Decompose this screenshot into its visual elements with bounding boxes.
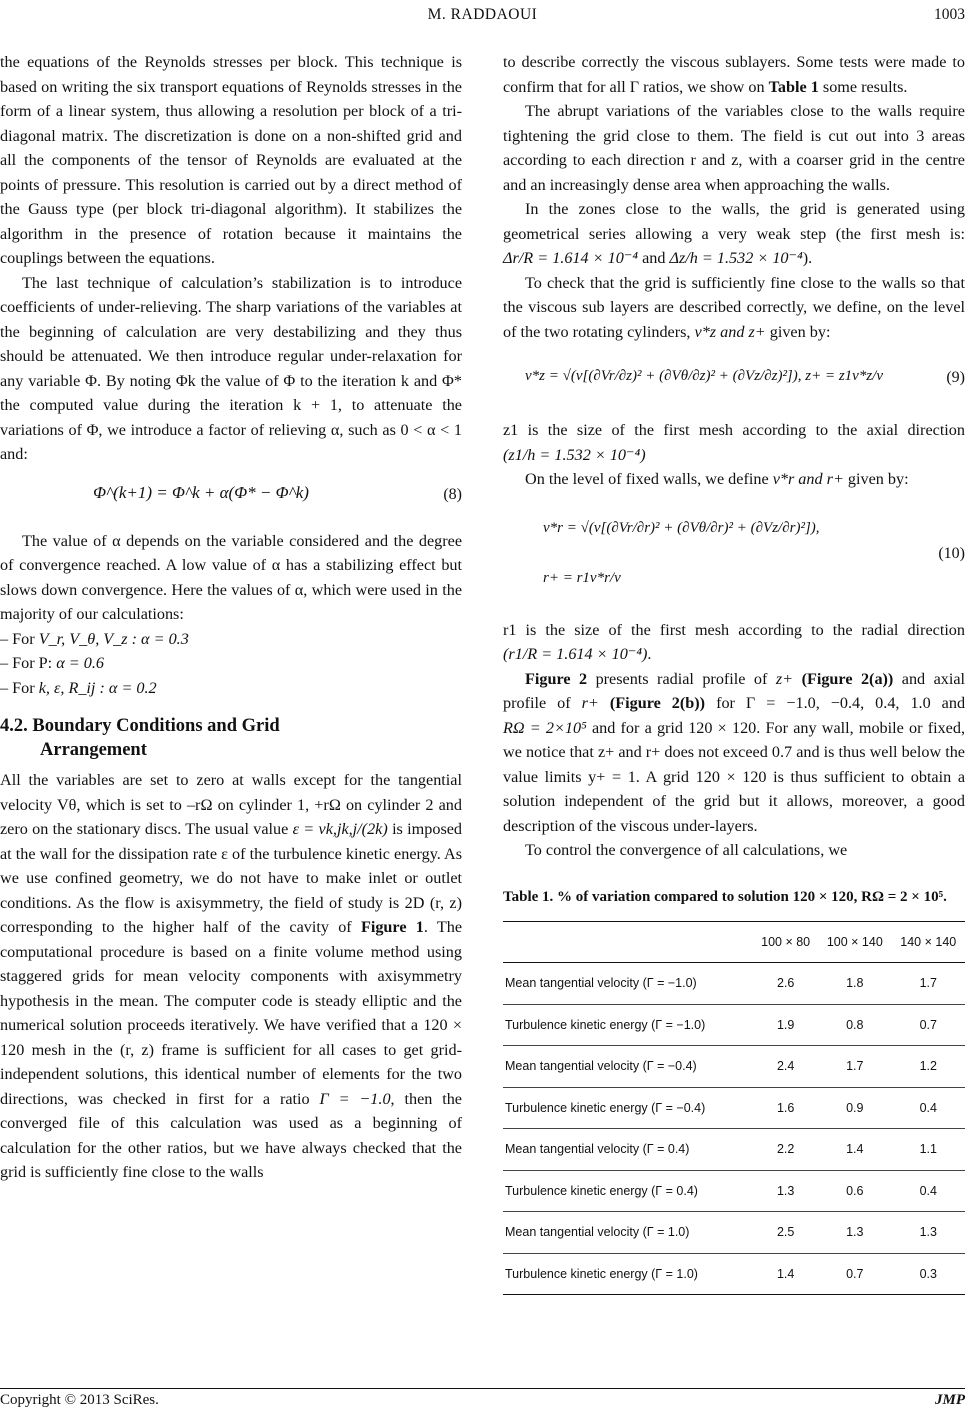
paragraph: [503, 271, 965, 345]
table-cell: 1.3: [753, 1170, 818, 1212]
inline-math: (z1/h = 1.532 × 10⁻⁴): [503, 445, 646, 464]
inline-math: ε = νk,jk,j/(2k): [292, 820, 388, 838]
inline-math: v*r and r+: [772, 470, 844, 488]
table-cell: 0.4: [892, 1170, 965, 1212]
paragraph: The abrupt variations of the variables close to the walls require tightening the grid close to them. The field is cut out into 3 areas according to each direction r and z, with a coarser grid in the centre and an increasingly dense area when approaching the walls.: [503, 102, 965, 194]
column-header: [503, 921, 753, 963]
table-row: [503, 1253, 965, 1295]
paragraph-text: and for a grid 120 × 120. For any wall, mobile or fixed, we notice that z+ and r+ does not exceed 0.7 and is thus well below the value limits y+ = 1. A grid 120 × 120 is thus sufficient to obtain a solution independent of the grid but it allows, moreover, a good description of the viscous under-layers.: [503, 718, 965, 835]
paragraph-text: ).: [802, 249, 813, 267]
left-column: [0, 50, 462, 1185]
inline-math: v*z and z+: [694, 322, 766, 341]
row-label: Turbulence kinetic energy (Γ = 0.4): [503, 1170, 753, 1212]
list-item: [0, 651, 462, 676]
journal-name: JMP: [935, 1392, 965, 1408]
right-column: [503, 50, 965, 1295]
paragraph-text: given by:: [769, 322, 831, 341]
paragraph-text: given by:: [847, 470, 909, 488]
table-cell: 2.2: [753, 1129, 818, 1171]
table-cell: 0.4: [892, 1087, 965, 1129]
paragraph-text: to describe correctly the viscous sublayers. Some tests were made to confirm that for all Γ ratios, we show on: [503, 53, 965, 96]
inline-math: V_r, V_θ, V_z : α = 0.3: [38, 629, 189, 648]
paragraph: [503, 50, 965, 99]
list-item-label: – For: [0, 629, 35, 648]
paragraph: the equations of the Reynolds stresses per block. This technique is based on writing the six transport equations of Reynolds stresses in the form of a linear system, thus allowing a resolution per block of a tri-diagonal matrix. The discretization is done on a non-shifted grid and all the components of the tensor of Reynolds are evaluated at the points of pressure. This resolution is carried out by a direct method of the Gauss type (per block tri-diagonal algorithm). It stabilizes the algorithm in the presence of rotation because it maintains the couplings between the equations.: [0, 53, 462, 267]
paragraph-text: for Γ = −1.0, −0.4, 0.4, 1.0 and: [716, 694, 965, 712]
paragraph: [503, 197, 965, 271]
column-header: 100 × 140: [818, 921, 891, 963]
table-cell: 1.1: [892, 1129, 965, 1171]
row-label: Mean tangential velocity (Γ = 1.0): [503, 1212, 753, 1254]
paragraph-text: . The computational procedure is based on a finite volume method using staggered grids for mean velocity components with axisymmetry hypothesis in the mean. The computer code is steady elliptic and the numerical solution proceeds iteratively. We have verified that a 120 × 120 mesh in the (r, z) frame is sufficient for all cases to get grid-independent solutions, this identical number of elements for the two directions, was checked in first for a ratio: [0, 918, 463, 1108]
table-row: [503, 1046, 965, 1088]
list-item-label: – For: [0, 678, 35, 697]
paragraph: [503, 418, 965, 467]
figure-reference[interactable]: Figure 1: [360, 918, 424, 936]
paragraph: [503, 467, 965, 492]
table-cell: 0.7: [818, 1253, 891, 1295]
paragraph: The last technique of calculation’s stabilization is to introduce coefficients of under-relieving. The sharp variations of the variables at the beginning of calculation are very destabilizing and they thus should be attenuated. We then introduce regular under-relaxation for any variable Φ. By noting Φk the value of Φ to the iteration k and Φ* the computed value during the iteration k + 1, to attenuate the variations of Φ, we introduce a factor of relieving α, such as 0 < α < 1 and:: [0, 273, 462, 463]
results-table: [503, 921, 965, 1296]
table-cell: 0.8: [818, 1004, 891, 1046]
equation-10: [503, 498, 965, 608]
row-label: Turbulence kinetic energy (Γ = 1.0): [503, 1253, 753, 1295]
footer-divider: [0, 1388, 965, 1389]
table-cell: 0.6: [818, 1170, 891, 1212]
paragraph-text: and axial profile of: [503, 669, 965, 712]
inline-math: Γ = −1.0: [319, 1089, 391, 1108]
section-heading: [0, 714, 462, 762]
figure-reference[interactable]: Figure 2: [525, 669, 588, 688]
paragraph-text: z1 is the size of the first mesh according to the axial direction: [503, 421, 965, 439]
paragraph-text: is imposed at the wall for the dissipation rate ε of the turbulence kinetic energy. As we use confined geometry, we do not have to make inlet or outlet conditions. As the flow is axisymmetry, the field of study is 2D (r, z) corresponding to the higher half of the cavity of: [0, 820, 463, 936]
paragraph-text: some results.: [822, 77, 908, 96]
figure-reference[interactable]: (Figure 2(a)): [801, 669, 894, 688]
equation-10-line2: r+ = r1v*r/ν: [543, 569, 621, 586]
row-label: Turbulence kinetic energy (Γ = −1.0): [503, 1004, 753, 1046]
paragraph: The value of α depends on the variable considered and the degree of convergence reached. A low value of α has a stabilizing effect but slows down convergence. Here the values of α, which were used in the majority of our calculations:: [0, 531, 462, 623]
table-cell: 1.8: [818, 963, 891, 1005]
page-number: 1003: [934, 6, 965, 23]
table-cell: 1.2: [892, 1046, 965, 1088]
table-cell: 2.4: [753, 1046, 818, 1088]
section-heading-line2: Arrangement: [40, 740, 147, 760]
table-header-row: [503, 921, 965, 963]
table-cell: 1.6: [753, 1087, 818, 1129]
table-reference[interactable]: Table 1: [768, 77, 819, 96]
table-row: [503, 1212, 965, 1254]
row-label: Mean tangential velocity (Γ = 0.4): [503, 1129, 753, 1171]
table-row: [503, 1087, 965, 1129]
equation-8: [0, 473, 462, 519]
paragraph-text: On the level of fixed walls, we define: [525, 470, 769, 488]
paragraph: [0, 768, 462, 1185]
paragraph-text: , then the converged file of this calculation was used as a beginning of calculation for the other ratios, but we have always checked that the grid is sufficiently fine close to the walls: [0, 1089, 462, 1181]
row-label: Turbulence kinetic energy (Γ = −0.4): [503, 1087, 753, 1129]
inline-math: k, ε, R_ij : α = 0.2: [38, 678, 157, 697]
equation-9-body: v*z = √(ν[(∂Vr/∂z)² + (∂Vθ/∂z)² + (∂Vz/∂z)²]), z+ = z1v*z/ν: [524, 368, 884, 384]
column-header: 100 × 80: [753, 921, 818, 963]
paragraph: [503, 667, 965, 839]
inline-math: RΩ = 2×10⁵: [503, 718, 587, 737]
row-label: Mean tangential velocity (Γ = −0.4): [503, 1046, 753, 1088]
inline-math: (r1/R = 1.614 × 10⁻⁴): [503, 645, 648, 663]
paragraph-text: To check that the grid is sufficiently fine close to the walls so that the viscous sub layers are described correctly, we define, on the level of the two rotating cylinders,: [503, 273, 965, 341]
equation-9: [503, 350, 965, 408]
list-item: [0, 676, 462, 701]
row-label: Mean tangential velocity (Γ = −1.0): [503, 963, 753, 1005]
copyright-notice: Copyright © 2013 SciRes.: [0, 1392, 159, 1408]
running-head-author: M. RADDAOUI: [427, 6, 538, 23]
table-cell: 2.5: [753, 1212, 818, 1254]
paragraph-text: presents radial profile of: [595, 669, 768, 688]
table-caption: Table 1. % of variation compared to solution 120 × 120, RΩ = 2 × 10⁵.: [503, 888, 947, 905]
equation-number: (10): [938, 544, 965, 562]
equation-10-line1: v*r = √(ν[(∂Vr/∂r)² + (∂Vθ/∂r)² + (∂Vz/∂r)²]),: [543, 519, 820, 536]
table-row: [503, 1170, 965, 1212]
table-cell: 0.7: [892, 1004, 965, 1046]
paragraph-text: .: [647, 645, 652, 663]
table-cell: 1.3: [818, 1212, 891, 1254]
paragraph-text: r1 is the size of the first mesh according to the radial direction: [503, 620, 965, 639]
paragraph-text: In the zones close to the walls, the grid is generated using geometrical series allowing a very weak step (the first mesh is:: [503, 200, 965, 243]
table-cell: 1.4: [818, 1129, 891, 1171]
table-cell: 2.6: [753, 963, 818, 1005]
table-cell: 1.4: [753, 1253, 818, 1295]
equation-number: (9): [946, 369, 965, 386]
paragraph-text: All the variables are set to zero at walls except for the tangential velocity Vθ, which is set to –rΩ on cylinder 1, +rΩ on cylinder 2 and zero on the stationary discs. The usual value: [0, 771, 462, 838]
inline-math: Δz/h = 1.532 × 10⁻⁴: [669, 249, 803, 267]
equation-number: (8): [443, 485, 462, 503]
table-cell: 1.7: [818, 1046, 891, 1088]
figure-reference[interactable]: (Figure 2(b)): [609, 694, 706, 712]
table-cell: 0.9: [818, 1087, 891, 1129]
table-cell: 1.7: [892, 963, 965, 1005]
inline-math: α = 0.6: [56, 654, 104, 672]
table-cell: 1.9: [753, 1004, 818, 1046]
section-heading-line1: 4.2. Boundary Conditions and Grid: [0, 716, 280, 736]
table-row: [503, 1004, 965, 1046]
inline-math: z+: [775, 669, 794, 688]
list-item: [0, 627, 462, 652]
paragraph: [503, 618, 965, 667]
column-header: 140 × 140: [892, 921, 965, 963]
paragraph: To control the convergence of all calculations, we: [525, 841, 848, 859]
inline-math: Δr/R = 1.614 × 10⁻⁴: [503, 249, 639, 267]
table-row: [503, 1129, 965, 1171]
paragraph-text: and: [642, 249, 666, 267]
inline-math: r+: [581, 694, 599, 712]
page-header: [0, 0, 965, 30]
table-cell: 0.3: [892, 1253, 965, 1295]
table-cell: 1.3: [892, 1212, 965, 1254]
list-item-label: – For P:: [0, 654, 53, 672]
table-row: [503, 963, 965, 1005]
equation-8-body: Φ^(k+1) = Φ^k + α(Φ* − Φ^k): [93, 482, 309, 502]
